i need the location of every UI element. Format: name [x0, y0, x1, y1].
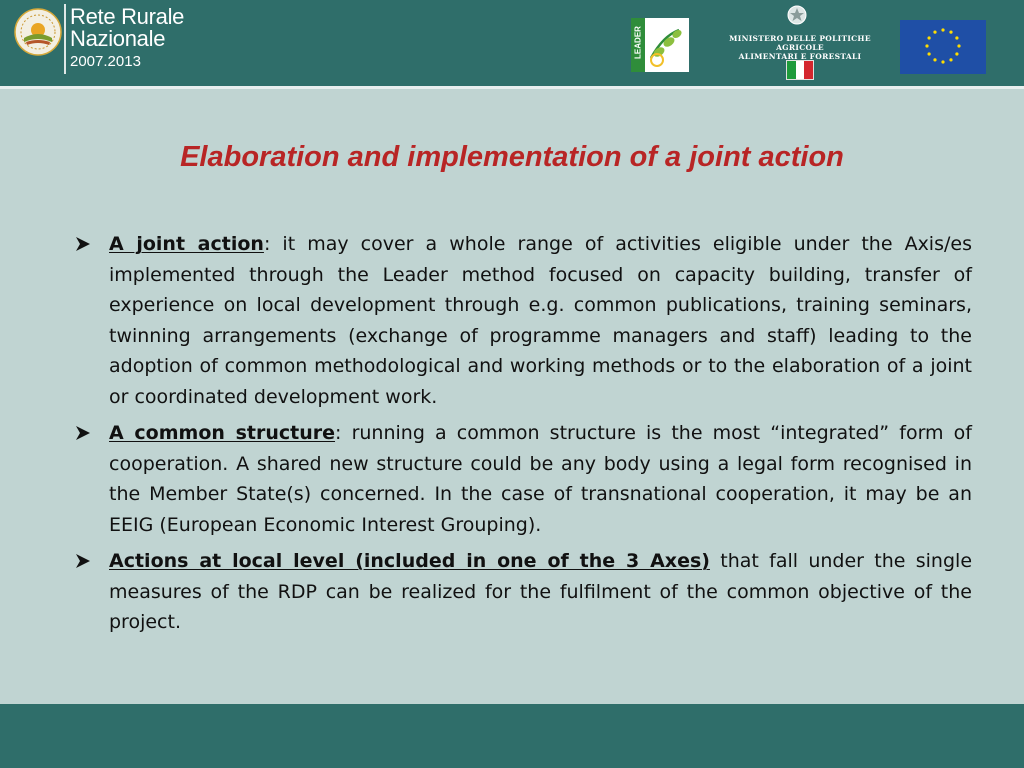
ministry-emblem-icon [783, 2, 811, 28]
brand-line-2: Nazionale [70, 26, 166, 51]
arrow-bullet-icon [74, 424, 92, 442]
bullet-term: Actions at local level (included in one of the 3 Axes) [109, 550, 710, 572]
bullet-item-common-structure [74, 418, 972, 540]
leader-logo-graphic [645, 18, 689, 72]
bullet-text: it may cover a whole range of activities eligible under the Axis/es implemented through the Leader method focused on capacity building, transfer of experience on local development through e.g. common publications, training seminars, twinning arrangements (exchange of programme managers and staff) leading to the adoption of common methodological and working methods or to the elaboration of a joint or coordinated development work. [109, 233, 972, 408]
ministry-line-1: MINISTERO DELLE POLITICHE AGRICOLE [729, 34, 871, 52]
bullet-text: that fall under the single measures of the RDP can be realized for the fulfilment of the common objective of the project. [109, 550, 973, 633]
bullet-term: A common structure [109, 422, 336, 444]
bullet-text: running a common structure is the most “integrated” form of cooperation. A shared new structure could be any body using a legal form recognised in the Member State(s) concerned. In the case of transnational cooperation, it may be an EEIG (European Economic Interest Grouping). [109, 422, 972, 536]
ministry-line-2: ALIMENTARI E FORESTALI [738, 52, 862, 61]
arrow-bullet-icon [74, 552, 92, 570]
bullet-separator: : [263, 233, 271, 255]
brand-years: 2007.2013 [70, 53, 141, 70]
brand-name [70, 6, 184, 72]
ministry-name [710, 34, 890, 61]
bullet-list [74, 229, 972, 644]
bullet-item-local-actions [74, 546, 972, 638]
leader-logo-strip [631, 18, 645, 72]
bullet-separator: : [335, 422, 342, 444]
brand-line-1: Rete Rurale [70, 4, 185, 29]
bullet-item-joint-action [74, 229, 972, 412]
brand-divider [64, 4, 66, 74]
arrow-bullet-icon [74, 235, 92, 253]
header-bar [0, 0, 1024, 86]
rrn-emblem-icon [14, 8, 62, 56]
leader-logo-text: LEADER [633, 26, 643, 59]
footer-bar [0, 704, 1024, 768]
header-divider [0, 86, 1024, 89]
italy-flag-icon [786, 60, 814, 80]
bullet-term: A joint action [109, 233, 264, 255]
leader-logo-icon [631, 18, 689, 72]
slide-title: Elaboration and implementation of a joint action [180, 141, 844, 173]
eu-flag-icon [900, 20, 986, 74]
